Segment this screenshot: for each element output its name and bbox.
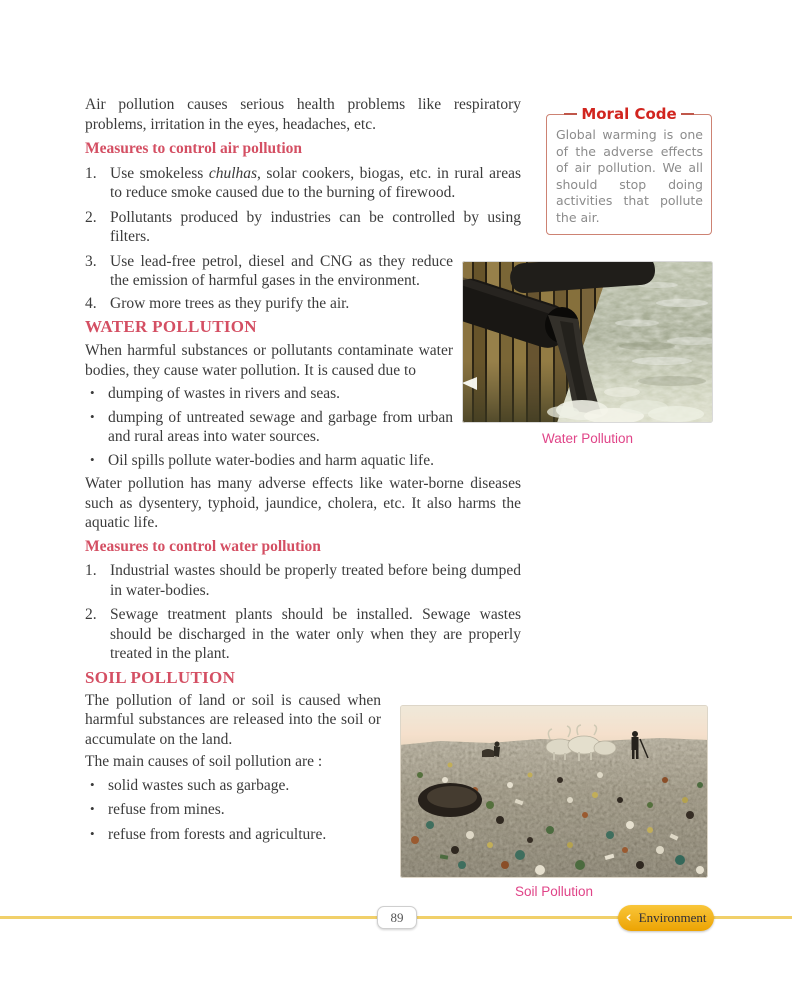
bullet-text: Oil spills pollute water-bodies and harm aquatic life. (108, 451, 434, 469)
water-cause-bullet (85, 408, 521, 447)
bullet-text: solid wastes such as garbage. (108, 776, 290, 794)
water-measures-heading: Measures to control water pollution (85, 537, 321, 555)
moral-code-box (546, 105, 712, 235)
soil-pollution-heading: SOIL POLLUTION (85, 667, 236, 687)
water-measure-item (85, 605, 521, 664)
air-measure-item (85, 208, 521, 247)
water-intro-paragraph: When harmful substances or pollutants contaminate water bodies, they cause water pollution. It is caused due to (85, 342, 453, 379)
air-measure-item (85, 164, 521, 203)
item-number: 2. (85, 208, 97, 226)
bullet-marker: • (90, 385, 95, 400)
water-pollution-photo (462, 261, 713, 423)
chapter-badge (618, 905, 714, 931)
item-number: 4. (85, 294, 97, 312)
bullet-text: refuse from mines. (108, 801, 225, 818)
soil-pollution-figure (400, 705, 708, 878)
soil-pollution-caption: Soil Pollution (514, 884, 594, 899)
bullet-text: dumping of untreated sewage and garbage from urban and rural areas into water sources. (108, 408, 453, 445)
water-pollution-heading: WATER POLLUTION (85, 317, 257, 336)
water-cause-bullet (85, 384, 521, 404)
chevron-left-icon: ‹ (625, 907, 632, 926)
air-measures-heading: Measures to control air pollution (85, 140, 302, 157)
air-measure-item (85, 252, 521, 291)
moral-code-border (546, 114, 712, 235)
water-cause-bullet (85, 451, 521, 471)
soil-intro-paragraph: The pollution of land or soil is caused when harmful substances are released into the soil or accumulate on the land. (85, 691, 381, 748)
title-dash (564, 113, 577, 116)
bullet-marker: • (90, 776, 95, 792)
moral-code-title: Moral Code (546, 106, 712, 122)
bullet-marker: • (90, 801, 95, 816)
item-number: 2. (85, 606, 97, 623)
item-number: 1. (85, 562, 97, 579)
item-text: Pollutants produced by industries can be controlled by using filters. (110, 208, 521, 245)
soil-pollution-photo (400, 705, 708, 878)
bullet-marker: • (90, 825, 95, 841)
bullet-text: refuse from forests and agriculture. (108, 825, 327, 843)
chapter-label: Environment (638, 910, 707, 925)
water-effects-paragraph: Water pollution has many adverse effects like water-borne diseases such as dysentery, typhoid, jaundice, cholera, etc. It also harms the aquatic life. (85, 475, 521, 531)
item-text: Industrial wastes should be properly treated before being dumped in water-bodies. (110, 562, 521, 599)
page-number-badge: 89 (377, 906, 417, 929)
item-text: Use lead-free petrol, diesel and CNG as they reduce the emission of harmful gases in the environment. (110, 252, 453, 289)
soil-causes-paragraph: The main causes of soil pollution are : (85, 753, 323, 770)
item-text: Grow more trees as they purify the air. (110, 294, 350, 312)
bullet-text: dumping of wastes in rivers and seas. (108, 385, 341, 402)
water-pollution-figure (462, 261, 713, 423)
bullet-marker: • (90, 408, 95, 424)
intro-paragraph: Air pollution causes serious health problems like respiratory problems, irritation in the eyes, headaches, etc. (85, 96, 521, 133)
bullet-marker: • (90, 451, 95, 467)
water-pollution-caption: Water Pollution (541, 431, 634, 446)
item-text: Sewage treatment plants should be installed. Sewage wastes should be discharged in the water only when they are properly treated in the plant. (110, 606, 521, 662)
item-number: 3. (85, 252, 97, 270)
item-text: Use smokeless chulhas, solar cookers, biogas, etc. in rural areas to reduce smoke caused due to the burning of firewood. (110, 164, 521, 201)
item-number: 1. (85, 164, 97, 182)
air-measure-item (85, 294, 521, 314)
water-measure-item (85, 561, 521, 600)
moral-code-body: Global warming is one of the adverse effects of air pollution. We all should stop doing activities that pollute the air. (556, 127, 703, 225)
title-dash (681, 113, 694, 116)
